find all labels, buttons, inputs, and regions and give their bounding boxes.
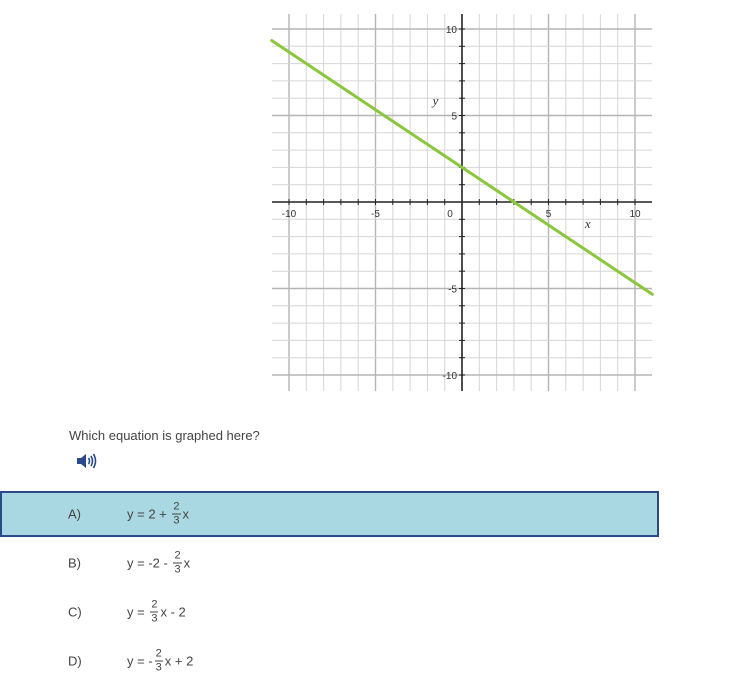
choice-c[interactable] — [0, 589, 659, 635]
y-tick-label: 5 — [451, 111, 457, 123]
fraction: $\frac{2}{3}$ — [155, 647, 162, 674]
x-tick-label: -10 — [281, 209, 297, 220]
choice-equation: y = $\frac{2}{3}$ x - 2 — [127, 598, 186, 625]
choice-d[interactable] — [0, 638, 659, 684]
x-tick-label: 10 — [629, 209, 641, 220]
question-text: Which equation is graphed here? — [69, 428, 260, 443]
x-tick-label: 5 — [545, 209, 552, 220]
choice-a[interactable] — [0, 491, 659, 537]
choice-letter: B) — [68, 555, 81, 571]
choice-equation: y = -2 - $\frac{2}{3}$ x — [127, 549, 191, 576]
choice-equation: y = - $\frac{2}{3}$ x + 2 — [127, 647, 194, 674]
y-tick-label: -5 — [448, 284, 457, 296]
fraction: $\frac{2}{3}$ — [151, 598, 158, 625]
choice-equation: y = 2 + $\frac{2}{3}$ x — [127, 500, 189, 527]
choice-letter: C) — [68, 604, 82, 620]
x-tick-label: 0 — [447, 209, 453, 220]
choice-letter: A) — [68, 506, 81, 522]
y-tick-label: 10 — [445, 25, 457, 36]
choice-letter: D) — [68, 653, 82, 669]
y-axis-label: y — [432, 93, 439, 109]
choice-b[interactable] — [0, 540, 659, 586]
fraction: $\frac{2}{3}$ — [174, 549, 181, 576]
speaker-icon[interactable] — [76, 452, 98, 470]
x-axis-label: x — [584, 215, 591, 231]
y-tick-label: -10 — [442, 371, 457, 382]
fraction: $\frac{2}{3}$ — [173, 500, 180, 527]
x-tick-label: -5 — [371, 209, 380, 220]
